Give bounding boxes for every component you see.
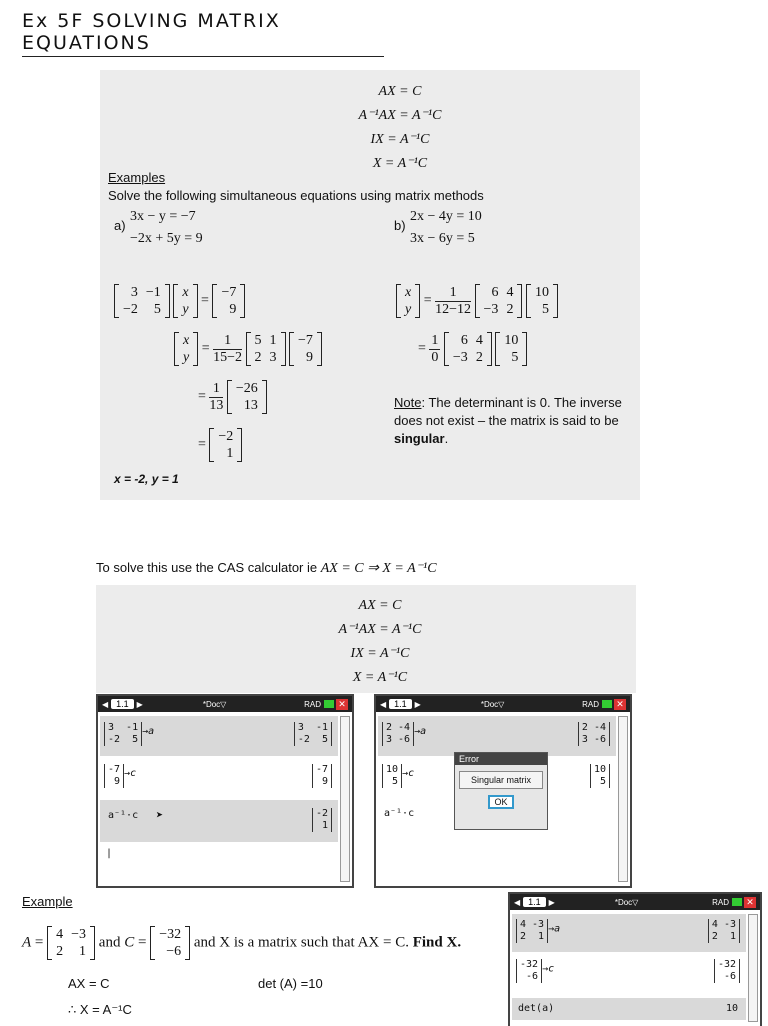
and-text: and (98, 934, 121, 951)
calc-toolbar (510, 894, 760, 910)
note-end: . (444, 431, 449, 446)
output-matrix: -2 1 (312, 808, 332, 832)
scrollbar[interactable] (618, 716, 628, 882)
doc-title[interactable]: *Doc (202, 699, 221, 709)
output-matrix: 10 5 (590, 764, 610, 788)
calc-toolbar (376, 696, 630, 712)
equation: 3x − y = −7 (130, 209, 196, 224)
find-text: Find X. (412, 934, 462, 951)
left-arrow-icon[interactable]: ◀ (102, 699, 109, 709)
history-row[interactable] (512, 998, 746, 1020)
cas-intro-text: To solve this use the CAS calculator ie (96, 560, 318, 575)
history-row[interactable]: 10 5 →c 10 5 (378, 758, 616, 798)
equation: 2x − 4y = 10 (410, 209, 482, 224)
equation: 3x − 6y = 5 (410, 231, 475, 246)
calc-toolbar (98, 696, 352, 712)
note-text (394, 394, 638, 448)
fraction-denominator: 12−12 (435, 301, 472, 317)
error-message: Singular matrix (459, 771, 543, 789)
equation: −2x + 5y = 9 (130, 231, 203, 246)
output-value: 10 (725, 1003, 738, 1014)
theory-line: X = A⁻¹C (372, 156, 428, 171)
part-b-equations (410, 206, 482, 250)
scrollbar[interactable] (340, 716, 350, 882)
history-row[interactable] (100, 800, 338, 842)
expression: a⁻¹·c (384, 808, 415, 819)
output-matrix: -32 -6 (714, 959, 740, 983)
note-body: : The determinant is 0. The inverse does not exist – the matrix is said to be (394, 395, 622, 428)
right-arrow-icon[interactable]: ▶ (548, 897, 555, 907)
output-matrix: -7 9 (312, 764, 332, 788)
part-a-label: a) (114, 218, 126, 233)
mode-indicator: RAD (304, 699, 321, 709)
example-statement: A = 4 −3 2 1 and C = −32 −6 and X is a matrix such that AX = C. Find X. (22, 927, 462, 959)
battery-icon (732, 898, 742, 906)
cas-steps (290, 594, 470, 690)
expression: det(a) (518, 1003, 555, 1014)
mode-indicator: RAD (582, 699, 599, 709)
part-b-label: b) (394, 218, 406, 233)
calculator-screen-1 (96, 694, 354, 888)
fraction-denominator: 0 (431, 349, 439, 365)
part-a-result: x = -2, y = 1 (114, 472, 179, 486)
error-title: Error (455, 753, 547, 765)
mode-indicator: RAD (712, 897, 729, 907)
fraction-numerator: 1 (435, 285, 471, 302)
fraction-numerator: 1 (213, 333, 242, 350)
input-matrix: 2 -4 3 -6 (382, 722, 414, 746)
chevron-down-icon[interactable]: ▽ (632, 897, 639, 907)
note-bold: singular (394, 431, 445, 446)
history-row[interactable]: 2 -4 3 -6 →a 2 -4 3 -6 (378, 716, 616, 756)
cas-intro-math: AX = C ⇒ X = A⁻¹C (320, 561, 437, 576)
part-a-equations (130, 206, 203, 250)
cursor-arrow-icon: ➤ (156, 808, 164, 822)
input-matrix: 4 -3 2 1 (516, 919, 548, 943)
cas-step: A⁻¹AX = A⁻¹C (338, 622, 422, 637)
example-line1: AX = C (68, 976, 110, 991)
theory-equations (300, 80, 500, 176)
b-working-line2: = $\frac{1}{0}$ 6 4 −3 2 10 5 (418, 332, 527, 366)
fraction-numerator: 1 (431, 332, 439, 348)
input-matrix: 3 -1 -2 5 (104, 722, 142, 746)
theory-line: IX = A⁻¹C (370, 132, 430, 147)
example-line2: ∴ X = A⁻¹C (68, 1002, 132, 1017)
right-arrow-icon[interactable]: ▶ (136, 699, 143, 709)
note-label: Note (394, 395, 422, 410)
cas-step: IX = A⁻¹C (350, 646, 410, 661)
expression: a⁻¹·c (108, 810, 139, 821)
left-arrow-icon[interactable]: ◀ (514, 897, 521, 907)
battery-icon (602, 700, 612, 708)
close-icon[interactable]: ✕ (614, 699, 626, 710)
close-icon[interactable]: ✕ (744, 897, 756, 908)
calculator-screen-3 (508, 892, 762, 1026)
a-working-line3: = $\frac{1}{13}$ −26 13 (198, 380, 267, 414)
input-matrix: -7 9 (104, 764, 124, 788)
chevron-down-icon[interactable]: ▽ (220, 699, 227, 709)
right-arrow-icon[interactable]: ▶ (414, 699, 421, 709)
close-icon[interactable]: ✕ (336, 699, 348, 710)
example-det: det (A) =10 (258, 976, 323, 991)
example-heading: Example (22, 894, 73, 909)
output-matrix: 4 -3 2 1 (708, 919, 740, 943)
error-dialog (454, 752, 548, 830)
entry-line[interactable]: | (106, 848, 113, 859)
statement-text: and X is a matrix such that AX = C. (193, 934, 409, 951)
left-arrow-icon[interactable]: ◀ (380, 699, 387, 709)
ok-button[interactable]: OK (488, 795, 514, 809)
page-title: Ex 5F SOLVING MATRIX EQUATIONS (22, 10, 384, 57)
scrollbar[interactable] (748, 914, 758, 1022)
examples-instruction: Solve the following simultaneous equations using matrix methods (108, 188, 484, 203)
b-working-line1: x y = $\frac{1}{12-12}$ 6 4 −3 2 10 5 (396, 284, 558, 318)
history-row[interactable]: 3 -1 -2 5 →a 3 -1 -2 5 (100, 716, 338, 756)
a-working-line4: = −2 1 (198, 428, 242, 462)
calculator-screen-2 (374, 694, 632, 888)
theory-line: AX = C (378, 84, 422, 99)
history-row[interactable]: 4 -3 2 1 →a 4 -3 2 1 (512, 914, 746, 952)
battery-icon (324, 700, 334, 708)
doc-title[interactable]: *Doc (480, 699, 499, 709)
cas-step: X = A⁻¹C (352, 670, 408, 685)
a-working-line2: x y = $\frac{1}{15-2}$ 5 1 2 3 −7 9 (174, 332, 322, 366)
output-matrix: 2 -4 3 -6 (578, 722, 610, 746)
examples-heading: Examples (108, 170, 166, 185)
tab-page[interactable]: 1.1 (389, 699, 412, 709)
fraction-numerator: 1 (209, 381, 223, 398)
doc-title[interactable]: *Doc (614, 897, 633, 907)
cas-step: AX = C (358, 598, 402, 613)
output-matrix: 3 -1 -2 5 (294, 722, 332, 746)
tab-page[interactable]: 1.1 (523, 897, 546, 907)
cas-intro (96, 560, 437, 577)
chevron-down-icon[interactable]: ▽ (498, 699, 505, 709)
tab-page[interactable]: 1.1 (111, 699, 134, 709)
a-working-line1: 3 −1 −2 5 x y = −7 9 (114, 284, 245, 318)
history-row[interactable]: -7 9 →c -7 9 (100, 758, 338, 798)
input-matrix: 10 5 (382, 764, 402, 788)
fraction-denominator: 15−2 (213, 349, 243, 365)
theory-line: A⁻¹AX = A⁻¹C (358, 108, 442, 123)
input-matrix: -32 -6 (516, 959, 542, 983)
fraction-denominator: 13 (209, 397, 224, 413)
history-row[interactable]: -32 -6 →c -32 -6 (512, 954, 746, 992)
